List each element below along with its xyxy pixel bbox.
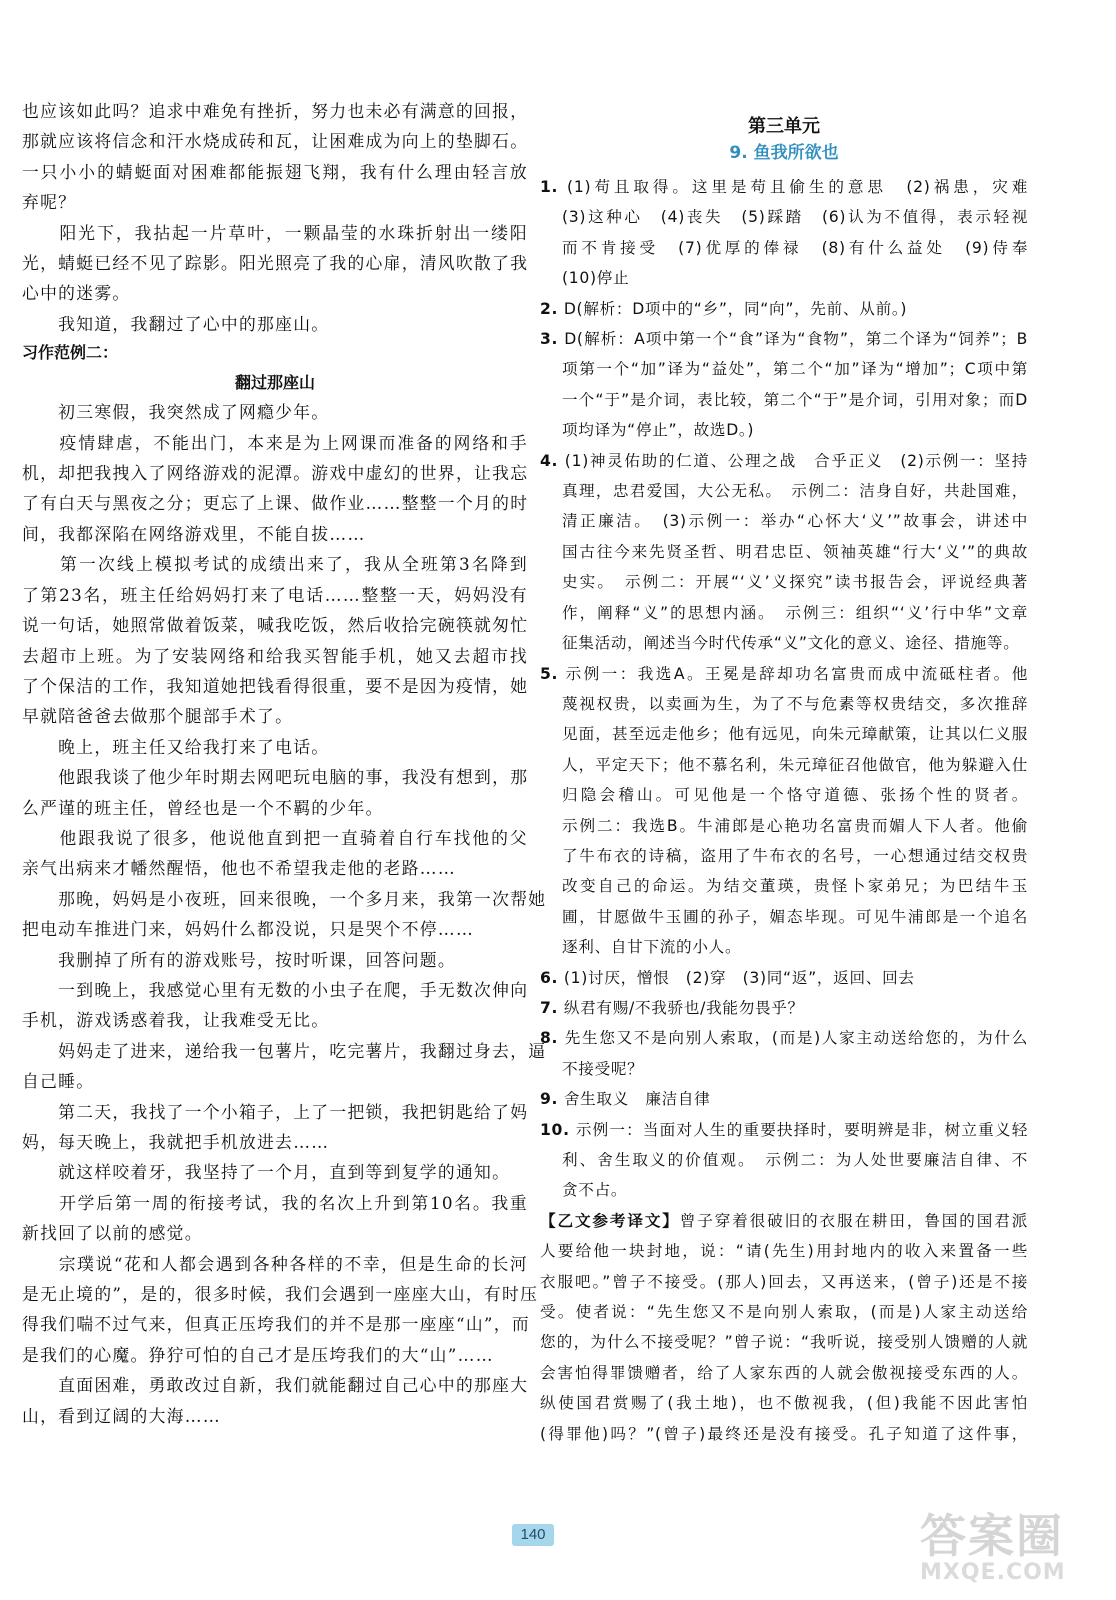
- answer-line: [540, 567, 1028, 597]
- answer-text: 改变自己的命运。为结交董瑛，贵怪卜家弟兄；为巴结牛玉: [562, 877, 1028, 896]
- watermark-logo: 答案圈 MXQE.COM: [920, 1509, 1066, 1585]
- answer-text: 史实。 示例二：开展“‘义’义探究”读书报告会，评说经典著: [562, 573, 1028, 592]
- text-line: 就这样咬着牙，我坚持了一个月，直到等到复学的通知。: [22, 1162, 511, 1183]
- text-line: 光，蜻蜓已经不见了踪影。阳光照亮了我的心扉，清风吹散了我: [22, 253, 529, 274]
- text-line: 亲气出病来才幡然醒悟，他也不希望我走他的老路……: [22, 858, 456, 879]
- answer-number: 5.: [540, 664, 559, 683]
- answer-text: 舍生取义 廉洁自律: [558, 1090, 711, 1109]
- text-line: 我知道，我翻过了心中的那座山。: [22, 313, 330, 334]
- answer-line: [540, 1023, 1028, 1053]
- text-line: 了有白天与黑夜之分；更忘了上课、做作业……整整一个月的时: [22, 493, 529, 514]
- translation-lines: [540, 1236, 1028, 1449]
- answer-number: 7.: [540, 998, 559, 1017]
- answer-line: [540, 324, 1028, 354]
- right-column: [540, 96, 1028, 1449]
- answer-line: [540, 506, 1028, 536]
- answer-line: [540, 811, 1028, 841]
- answer-line: [540, 263, 1028, 293]
- translation-line: 人要给他一块封地，说：“请(先生)用封地内的收入来置备一些: [540, 1242, 1028, 1261]
- translation-first-text: 曾子穿着很破旧的衣服在耕田，鲁国的国君派: [679, 1211, 1028, 1230]
- answer-line: [540, 841, 1028, 871]
- answer-line: [540, 993, 1028, 1023]
- answer-text: (1)神灵佑助的仁道、公理之战 合乎正义 (2)示例一：坚持: [558, 451, 1028, 470]
- answer-text: 见面，甚至远走他乡；他有远见，向朱元璋献策，让其以仁义服: [562, 725, 1028, 744]
- answer-text: 示例一：我选A。王冕是辞却功名富贵而成中流砥柱者。他: [558, 664, 1028, 683]
- answer-line: [540, 902, 1028, 932]
- answer-line: [540, 537, 1028, 567]
- answer-line: [540, 172, 1028, 202]
- text-line: 弃呢？: [22, 192, 77, 213]
- text-line: 开学后第一周的衔接考试，我的名次上升到第10名。我重: [22, 1192, 528, 1213]
- text-line: 自己睡。: [22, 1071, 95, 1092]
- translation-block: [540, 1206, 1028, 1449]
- essay-one-ending: [22, 96, 528, 339]
- answer-text: 示例一：当面对人生的重要抉择时，要明辨是非，树立重义轻: [569, 1120, 1028, 1139]
- text-line: 他跟我说了很多，他说他直到把一直骑着自行车找他的父: [22, 827, 528, 848]
- answer-text: D(解析：D项中的“乡”，同“向”，先前、从前。): [558, 299, 908, 318]
- answer-line: [540, 476, 1028, 506]
- page-number: 140: [512, 1524, 554, 1546]
- text-line: 他跟我谈了他少年时期去网吧玩电脑的事，我没有想到，那: [22, 767, 529, 788]
- answer-number: 4.: [540, 451, 559, 470]
- text-line: 新找回了以前的感觉。: [22, 1223, 203, 1244]
- text-line: 那就应该将信念和汗水烧成砖和瓦，让困难成为向上的垫脚石。: [22, 131, 529, 152]
- text-line: 是无止境的”，是的，很多时候，我们会遇到一座座大山，有时压: [22, 1284, 539, 1305]
- answer-line: [540, 689, 1028, 719]
- text-line: 疫情肆虐，不能出门，本来是为上网课而准备的网络和手: [22, 432, 528, 453]
- answer-text: 利、舍生取义的价值观。 示例二：为人处世要廉洁自律、不: [562, 1151, 1028, 1169]
- answer-number: 6.: [540, 968, 559, 987]
- answer-line: [540, 628, 1028, 658]
- translation-first-line: [540, 1206, 1028, 1236]
- answer-line: [540, 1054, 1028, 1084]
- answer-text: 先生您又不是向别人索取，(而是)人家主动送给您的，为什么: [558, 1029, 1028, 1048]
- answer-text: 项第一个“加”译为“益处”，第二个“加”译为“增加”；C项中第: [562, 360, 1028, 379]
- answer-text: 贪不占。: [562, 1181, 628, 1200]
- answer-text: D(解析：A项中第一个“食”译为“食物”，第二个译为“饲养”；B: [558, 330, 1028, 349]
- text-line: 也应该如此吗？追求中难免有挫折，努力也未必有满意的回报，: [22, 101, 529, 121]
- text-line: 宗璞说“花和人都会遇到各种各样的不幸，但是生命的长河: [22, 1253, 528, 1274]
- text-line: 去超市上班。为了安装网络和给我买智能手机，她又去超市找: [22, 645, 528, 666]
- text-line: 那晚，妈妈是小夜班，回来很晚，一个多月来，我第一次帮她: [22, 888, 547, 909]
- text-line: 了个保洁的工作，我知道她把钱看得很重，要不是因为疫情，她: [22, 675, 529, 696]
- answer-number: 1.: [540, 178, 559, 196]
- answer-line: [540, 750, 1028, 780]
- text-line: 妈妈走了进来，递给我一包薯片，吃完薯片，我翻过身去，逼: [22, 1040, 547, 1061]
- answer-line: [540, 932, 1028, 962]
- answer-text: 人，平定天下；他不慕名利，朱元璋征召他做官，他为躲避入仕: [562, 755, 1028, 774]
- text-line: 说一句话，她照常做着饭菜，喊我吃饭，然后收拾完碗筷就匆忙: [22, 615, 529, 636]
- answer-text: 不接受呢？: [562, 1059, 644, 1078]
- example-heading: 习作范例二：: [22, 343, 119, 363]
- answer-text: 纵君有赐/不我骄也/我能勿畏乎？: [558, 998, 804, 1017]
- answer-text: 示例二：我选B。牛浦郎是心艳功名富贵而媚人下人者。他偷: [562, 816, 1028, 835]
- answer-text: 蔑视权贵，以卖画为生，为了不与危素等权贵结交，多次推辞: [562, 694, 1028, 713]
- text-line: 妈，每天晚上，我就把手机放进去……: [22, 1132, 330, 1152]
- text-line: 山，看到辽阔的大海……: [22, 1405, 221, 1426]
- answer-text: 真理，忠君爱国，大公无私。 示例二：洁身自好，共赴国难，: [562, 482, 1028, 501]
- answer-line: [540, 871, 1028, 901]
- text-line: 我删掉了所有的游戏账号，按时听课，回答问题。: [22, 949, 456, 970]
- text-line: 心中的迷雾。: [22, 283, 131, 304]
- text-line: 阳光下，我拈起一片草叶，一颗晶莹的水珠折射出一缕阳: [22, 222, 528, 243]
- answer-text: (3)这种心 (4)丧失 (5)踩踏 (6)认为不值得，表示轻视: [562, 208, 1028, 227]
- answer-line: [540, 1084, 1028, 1114]
- translation-line: 衣服吧。”曾子不接受。(那人)回去，又再送来，(曾子)还是不接: [540, 1272, 1028, 1291]
- text-line: 手机，游戏诱惑着我，让我难受无比。: [22, 1010, 330, 1031]
- text-line: 第一次线上模拟考试的成绩出来了，我从全班第3名降到: [22, 554, 528, 575]
- answer-text: 作，阐释“义”的思想内涵。 示例三：组织“‘义’行中华”文章: [562, 603, 1028, 622]
- text-line: 了第23名，班主任给妈妈打来了电话……整整一天，妈妈没有: [22, 584, 528, 605]
- answer-number: 9.: [540, 1090, 559, 1109]
- text-line: 直面困难，勇敢改过自新，我们就能翻过自己心中的那座大: [22, 1375, 529, 1396]
- answer-number: 2.: [540, 299, 559, 318]
- left-column: [22, 96, 547, 1431]
- answer-line: [540, 446, 1028, 476]
- answer-text: 归隐会稽山。可见他是一个恪守道德、张扬个性的贤者。: [562, 786, 1028, 805]
- text-line: 初三寒假，我突然成了网瘾少年。: [22, 402, 330, 423]
- text-line: 么严谨的班主任，曾经也是一个不羁的少年。: [22, 797, 384, 818]
- answer-list: [540, 172, 1028, 1206]
- text-line: 是我们的心魔。狰狞可怕的自己才是压垮我们的大“山”……: [22, 1344, 494, 1365]
- translation-line: (得罪他)吗？”(曾子)最终还是没有接受。孔子知道了这件事，: [540, 1424, 1028, 1443]
- answer-text: 了牛布衣的诗稿，盗用了牛布衣的名号，一心想通过结交权贵: [562, 846, 1028, 865]
- answer-text: 圃，甘愿做牛玉圃的孙子，媚态毕现。可见牛浦郎是一个追名: [562, 907, 1028, 926]
- answer-text: (1)苟且取得。这里是苟且偷生的意思 (2)祸患，灾难: [558, 178, 1028, 196]
- answer-text: 逐利、自甘下流的小人。: [562, 938, 742, 957]
- text-line: 一只小小的蜻蜓面对困难都能振翅飞翔，我有什么理由轻言放: [22, 161, 528, 182]
- answer-line: [540, 1145, 1028, 1175]
- answer-number: 8.: [540, 1029, 559, 1048]
- text-line: 早就陪爸爸去做那个腿部手术了。: [22, 706, 294, 727]
- answer-text: 项均译为“停止”，故选D。): [562, 421, 755, 440]
- unit-title: 第三单元: [748, 116, 820, 137]
- translation-line: 会害怕得罪馈赠者，给了人家东西的人就会傲视接受东西的人。: [540, 1363, 1028, 1382]
- answer-text: 清正廉洁。 (3)示例一：举办“心怀大‘义’”故事会，讲述中: [562, 512, 1028, 531]
- text-line: 第二天，我找了一个小箱子，上了一把锁，我把钥匙给了妈: [22, 1101, 529, 1122]
- answer-line: [540, 719, 1028, 749]
- text-line: 一到晚上，我感觉心里有无数的小虫子在爬，手无数次伸向: [22, 979, 529, 1000]
- translation-line: 纵使国君赏赐了(我土地)，也不傲视我，(但)我能不因此害怕: [540, 1394, 1028, 1413]
- answer-line: [540, 385, 1028, 415]
- answer-text: 而不肯接受 (7)优厚的俸禄 (8)有什么益处 (9)侍奉: [562, 238, 1028, 257]
- text-line: 晚上，班主任又给我打来了电话。: [22, 736, 330, 757]
- answer-line: [540, 415, 1028, 445]
- answer-text: 国古往今来先贤圣哲、明君忠臣、领袖英雄“行大‘义’”的典故: [562, 542, 1028, 561]
- answer-line: [540, 202, 1028, 232]
- text-line: 机，却把我拽入了网络游戏的泥潭。游戏中虚幻的世界，让我忘: [22, 463, 529, 484]
- answer-line: [540, 598, 1028, 628]
- answer-line: [540, 659, 1028, 689]
- answer-line: [540, 780, 1028, 810]
- answer-line: [540, 1175, 1028, 1205]
- translation-line: 您的，为什么不接受呢？”曾子说：“我听说，接受别人馈赠的人就: [540, 1333, 1028, 1352]
- answer-number: 10.: [540, 1120, 570, 1139]
- text-line: 间，我都深陷在网络游戏里，不能自拔……: [22, 523, 366, 544]
- essay-two-body: [22, 397, 547, 1431]
- text-line: 把电动车推进门来，妈妈什么都没说，只是哭个不停……: [22, 919, 475, 940]
- text-line: 得我们喘不过气来，但真正压垮我们的并不是那一座座“山”，而: [22, 1314, 530, 1335]
- translation-tag: 【乙文参考译文】: [540, 1211, 680, 1230]
- answer-line: [540, 294, 1028, 324]
- answer-text: 征集活动，阐述当今时代传承“义”文化的意义、途径、措施等。: [562, 634, 1020, 653]
- answer-line: [540, 233, 1028, 263]
- answer-text: 一个“于”是介词，表比较，第二个“于”是介词，引用对象；而D: [562, 390, 1028, 409]
- translation-line: 受。使者说：“先生您又不是向别人索取，(而是)人家主动送给: [540, 1303, 1028, 1322]
- answer-text: (10)停止: [562, 269, 630, 288]
- answer-number: 3.: [540, 330, 559, 349]
- answer-text: (1)讨厌，憎恨 (2)穿 (3)同“返”，返回、回去: [558, 968, 915, 987]
- answer-line: [540, 354, 1028, 384]
- answer-line: [540, 963, 1028, 993]
- essay-title: 翻过那座山: [234, 373, 315, 393]
- lesson-title: 9. 鱼我所欲也: [729, 143, 839, 163]
- answer-line: [540, 1115, 1028, 1145]
